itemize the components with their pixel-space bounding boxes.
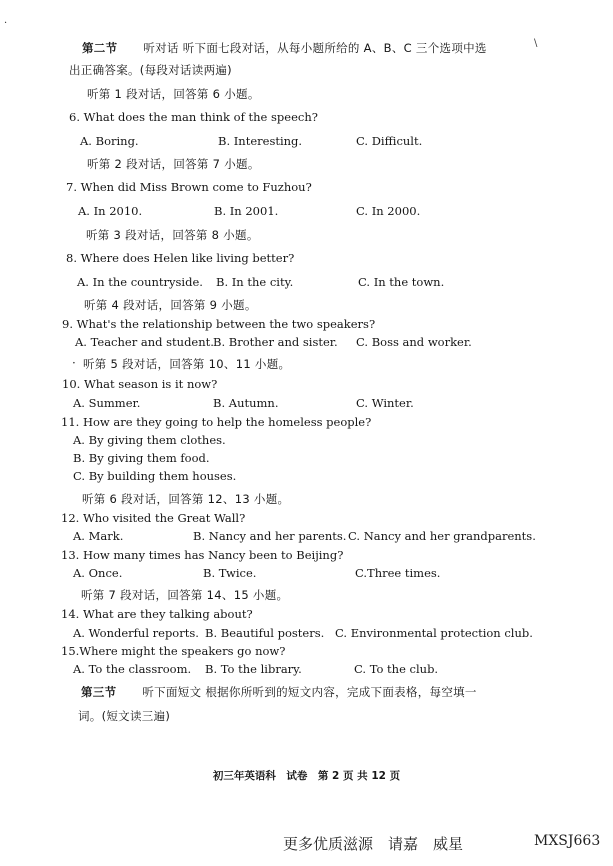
dialogue-label: 听第 6 段对话，回答第 12、13 小题。 [82, 492, 290, 506]
option-b: B. Twice. [203, 566, 257, 580]
option-b: B. Nancy and her parents. [193, 529, 347, 543]
option-a: A. Wonderful reports. [73, 626, 199, 640]
option-c: C. Difficult. [356, 134, 423, 148]
option-c: C. Boss and worker. [356, 335, 472, 349]
option-b: B. Interesting. [218, 134, 303, 148]
section2-instruction-line2: 出正确答案。(每段对话读两遍) [69, 63, 232, 77]
scan-dot-mark: · [72, 356, 76, 370]
option-c: C. In 2000. [356, 204, 421, 218]
option-a: A. Summer. [73, 396, 141, 410]
option-b: B. Beautiful posters. [205, 626, 325, 640]
question-stem: 10. What season is it now? [62, 377, 218, 391]
section3-instruction-line1: 听下面短文 根据你所听到的短文内容，完成下面表格，每空填一 [142, 685, 477, 699]
option-a: A. Teacher and student. [75, 335, 214, 349]
dialogue-label: 听第 3 段对话，回答第 8 小题。 [86, 228, 259, 242]
dialogue-label: 听第 7 段对话，回答第 14、15 小题。 [81, 588, 289, 602]
option-c: C. By building them houses. [73, 469, 237, 483]
dialogue-label: 听第 4 段对话，回答第 9 小题。 [84, 298, 257, 312]
option-b: B. In 2001. [214, 204, 279, 218]
option-c: C.Three times. [355, 566, 441, 580]
option-b: B. By giving them food. [73, 451, 210, 465]
section3-instruction-line2: 词。(短文读三遍) [78, 709, 171, 723]
option-c: C. In the town. [358, 275, 445, 289]
question-stem: 12. Who visited the Great Wall? [61, 511, 246, 525]
credit-code: MXSJ663 [534, 833, 601, 849]
option-a: A. Mark. [73, 529, 124, 543]
question-stem: 7. When did Miss Brown come to Fuzhou? [66, 180, 312, 194]
option-c: C. To the club. [354, 662, 439, 676]
scan-dot-mark: · [4, 18, 8, 29]
option-b: B. To the library. [205, 662, 302, 676]
option-a: A. In the countryside. [77, 275, 203, 289]
question-stem: 11. How are they going to help the homeless people? [61, 415, 372, 429]
dialogue-label: 听第 5 段对话，回答第 10、11 小题。 [83, 357, 291, 371]
question-stem: 15.Where might the speakers go now? [61, 644, 286, 658]
credit-text: 更多优质滋源 请嘉 威星 [283, 835, 464, 853]
question-stem: 6. What does the man think of the speech? [69, 110, 318, 124]
option-a: A. Boring. [80, 134, 139, 148]
question-stem: 13. How many times has Nancy been to Beijing? [61, 548, 344, 562]
question-stem: 8. Where does Helen like living better? [66, 251, 295, 265]
option-a: A. To the classroom. [73, 662, 192, 676]
option-c: C. Environmental protection club. [335, 626, 533, 640]
dialogue-label: 听第 1 段对话，回答第 6 小题。 [87, 87, 260, 101]
dialogue-label: 听第 2 段对话，回答第 7 小题。 [87, 157, 260, 171]
option-b: B. Autumn. [213, 396, 279, 410]
option-b: B. In the city. [216, 275, 294, 289]
question-stem: 14. What are they talking about? [61, 607, 253, 621]
scan-dash-mark: \ [534, 38, 538, 49]
section2-instruction-line1: 听对话 听下面七段对话，从每小题所给的 A、B、C 三个选项中选 [143, 41, 487, 55]
section3-title-row [81, 685, 477, 699]
option-a: A. In 2010. [78, 204, 143, 218]
section2-title: 第二节 [82, 41, 118, 55]
page-footer: 初三年英语科 试卷 第 2 页 共 12 页 [212, 770, 401, 782]
section3-title: 第三节 [81, 685, 117, 699]
option-c: C. Nancy and her grandparents. [348, 529, 536, 543]
option-c: C. Winter. [356, 396, 414, 410]
option-b: B. Brother and sister. [213, 335, 338, 349]
section2-title-row [82, 41, 487, 55]
option-a: A. By giving them clothes. [73, 433, 226, 447]
option-a: A. Once. [73, 566, 123, 580]
question-stem: 9. What's the relationship between the two speakers? [62, 317, 376, 331]
